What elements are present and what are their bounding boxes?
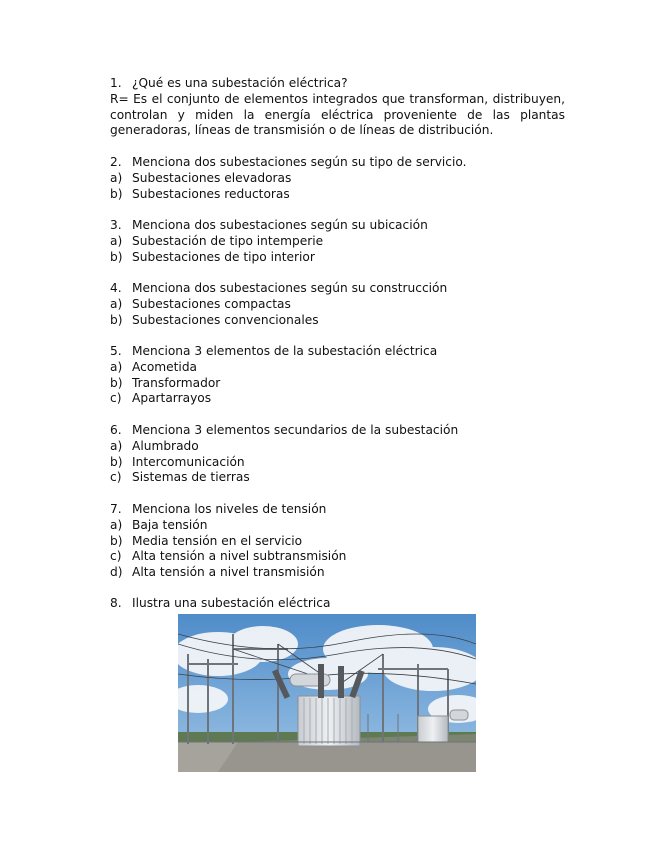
question-text: Menciona dos subestaciones según su tipo de servicio. xyxy=(132,155,467,169)
question-text: Menciona dos subestaciones según su ubicación xyxy=(132,218,428,232)
item-label: b) xyxy=(110,454,123,469)
question-number: 7. xyxy=(110,502,122,516)
question-number: 3. xyxy=(110,218,122,232)
question-6 xyxy=(110,423,565,486)
question-heading xyxy=(110,155,565,171)
question-1 xyxy=(110,76,565,139)
question-2 xyxy=(110,155,565,202)
item-text: Subestación de tipo intemperie xyxy=(132,233,324,248)
question-5 xyxy=(110,344,565,407)
substation-photo xyxy=(178,614,476,772)
item-label: a) xyxy=(110,170,123,185)
question-number: 2. xyxy=(110,155,122,169)
item-text: Subestaciones convencionales xyxy=(132,312,319,327)
item-text: Subestaciones compactas xyxy=(132,296,291,311)
item-text: Intercomunicación xyxy=(132,454,245,469)
question-heading xyxy=(110,281,565,297)
item-text: Media tensión en el servicio xyxy=(132,533,303,548)
item-label: a) xyxy=(110,438,123,453)
list-item xyxy=(110,313,565,329)
list-item xyxy=(110,534,565,550)
question-3 xyxy=(110,218,565,265)
item-text: Subestaciones de tipo interior xyxy=(132,249,315,264)
list-item xyxy=(110,391,565,407)
question-text: Menciona 3 elementos de la subestación eléctrica xyxy=(132,344,438,358)
question-text: Menciona dos subestaciones según su construcción xyxy=(132,281,448,295)
list-item xyxy=(110,549,565,565)
list-item xyxy=(110,518,565,534)
list-item xyxy=(110,565,565,581)
list-item xyxy=(110,187,565,203)
item-text: Alta tensión a nivel subtransmisión xyxy=(132,549,347,564)
question-heading xyxy=(110,423,565,439)
question-text: Menciona 3 elementos secundarios de la subestación xyxy=(132,423,459,437)
item-text: Baja tensión xyxy=(132,517,208,532)
question-number: 8. xyxy=(110,596,122,610)
item-label: a) xyxy=(110,233,123,248)
question-7 xyxy=(110,502,565,581)
list-item xyxy=(110,360,565,376)
list-item xyxy=(110,376,565,392)
list-item xyxy=(110,470,565,486)
item-text: Alumbrado xyxy=(132,438,199,453)
item-label: a) xyxy=(110,359,123,374)
question-number: 6. xyxy=(110,423,122,437)
item-label: a) xyxy=(110,517,123,532)
item-text: Apartarrayos xyxy=(132,391,212,406)
list-item xyxy=(110,455,565,471)
question-8 xyxy=(110,596,565,612)
item-text: Alta tensión a nivel transmisión xyxy=(132,565,325,580)
list-item xyxy=(110,171,565,187)
item-text: Subestaciones reductoras xyxy=(132,186,290,201)
item-label: c) xyxy=(110,391,122,406)
item-label: d) xyxy=(110,565,123,580)
question-number: 5. xyxy=(110,344,122,358)
question-text: ¿Qué es una subestación eléctrica? xyxy=(132,76,348,90)
item-label: c) xyxy=(110,549,122,564)
item-text: Acometida xyxy=(132,359,198,374)
question-heading xyxy=(110,344,565,360)
list-item xyxy=(110,297,565,313)
question-4 xyxy=(110,281,565,328)
answer-text: R= Es el conjunto de elementos integrados que transforman, distribuyen, controlan y miden la energía eléctrica proveniente de las plantas generadoras, líneas de transmisión o de líneas de distribución. xyxy=(110,91,565,138)
question-heading xyxy=(110,218,565,234)
question-heading xyxy=(110,502,565,518)
question-heading xyxy=(110,76,565,92)
substation-illustration xyxy=(178,614,476,772)
item-label: b) xyxy=(110,533,123,548)
list-item xyxy=(110,234,565,250)
list-item xyxy=(110,250,565,266)
list-item xyxy=(110,439,565,455)
question-number: 1. xyxy=(110,76,122,90)
item-text: Sistemas de tierras xyxy=(132,470,250,485)
item-label: a) xyxy=(110,296,123,311)
item-label: b) xyxy=(110,375,123,390)
question-text: Ilustra una subestación eléctrica xyxy=(132,596,331,610)
item-label: b) xyxy=(110,249,123,264)
item-label: c) xyxy=(110,470,122,485)
item-text: Subestaciones elevadoras xyxy=(132,170,292,185)
item-label: b) xyxy=(110,186,123,201)
item-text: Transformador xyxy=(132,375,221,390)
question-number: 4. xyxy=(110,281,122,295)
question-text: Menciona los niveles de tensión xyxy=(132,502,327,516)
item-label: b) xyxy=(110,312,123,327)
question-heading xyxy=(110,596,565,612)
